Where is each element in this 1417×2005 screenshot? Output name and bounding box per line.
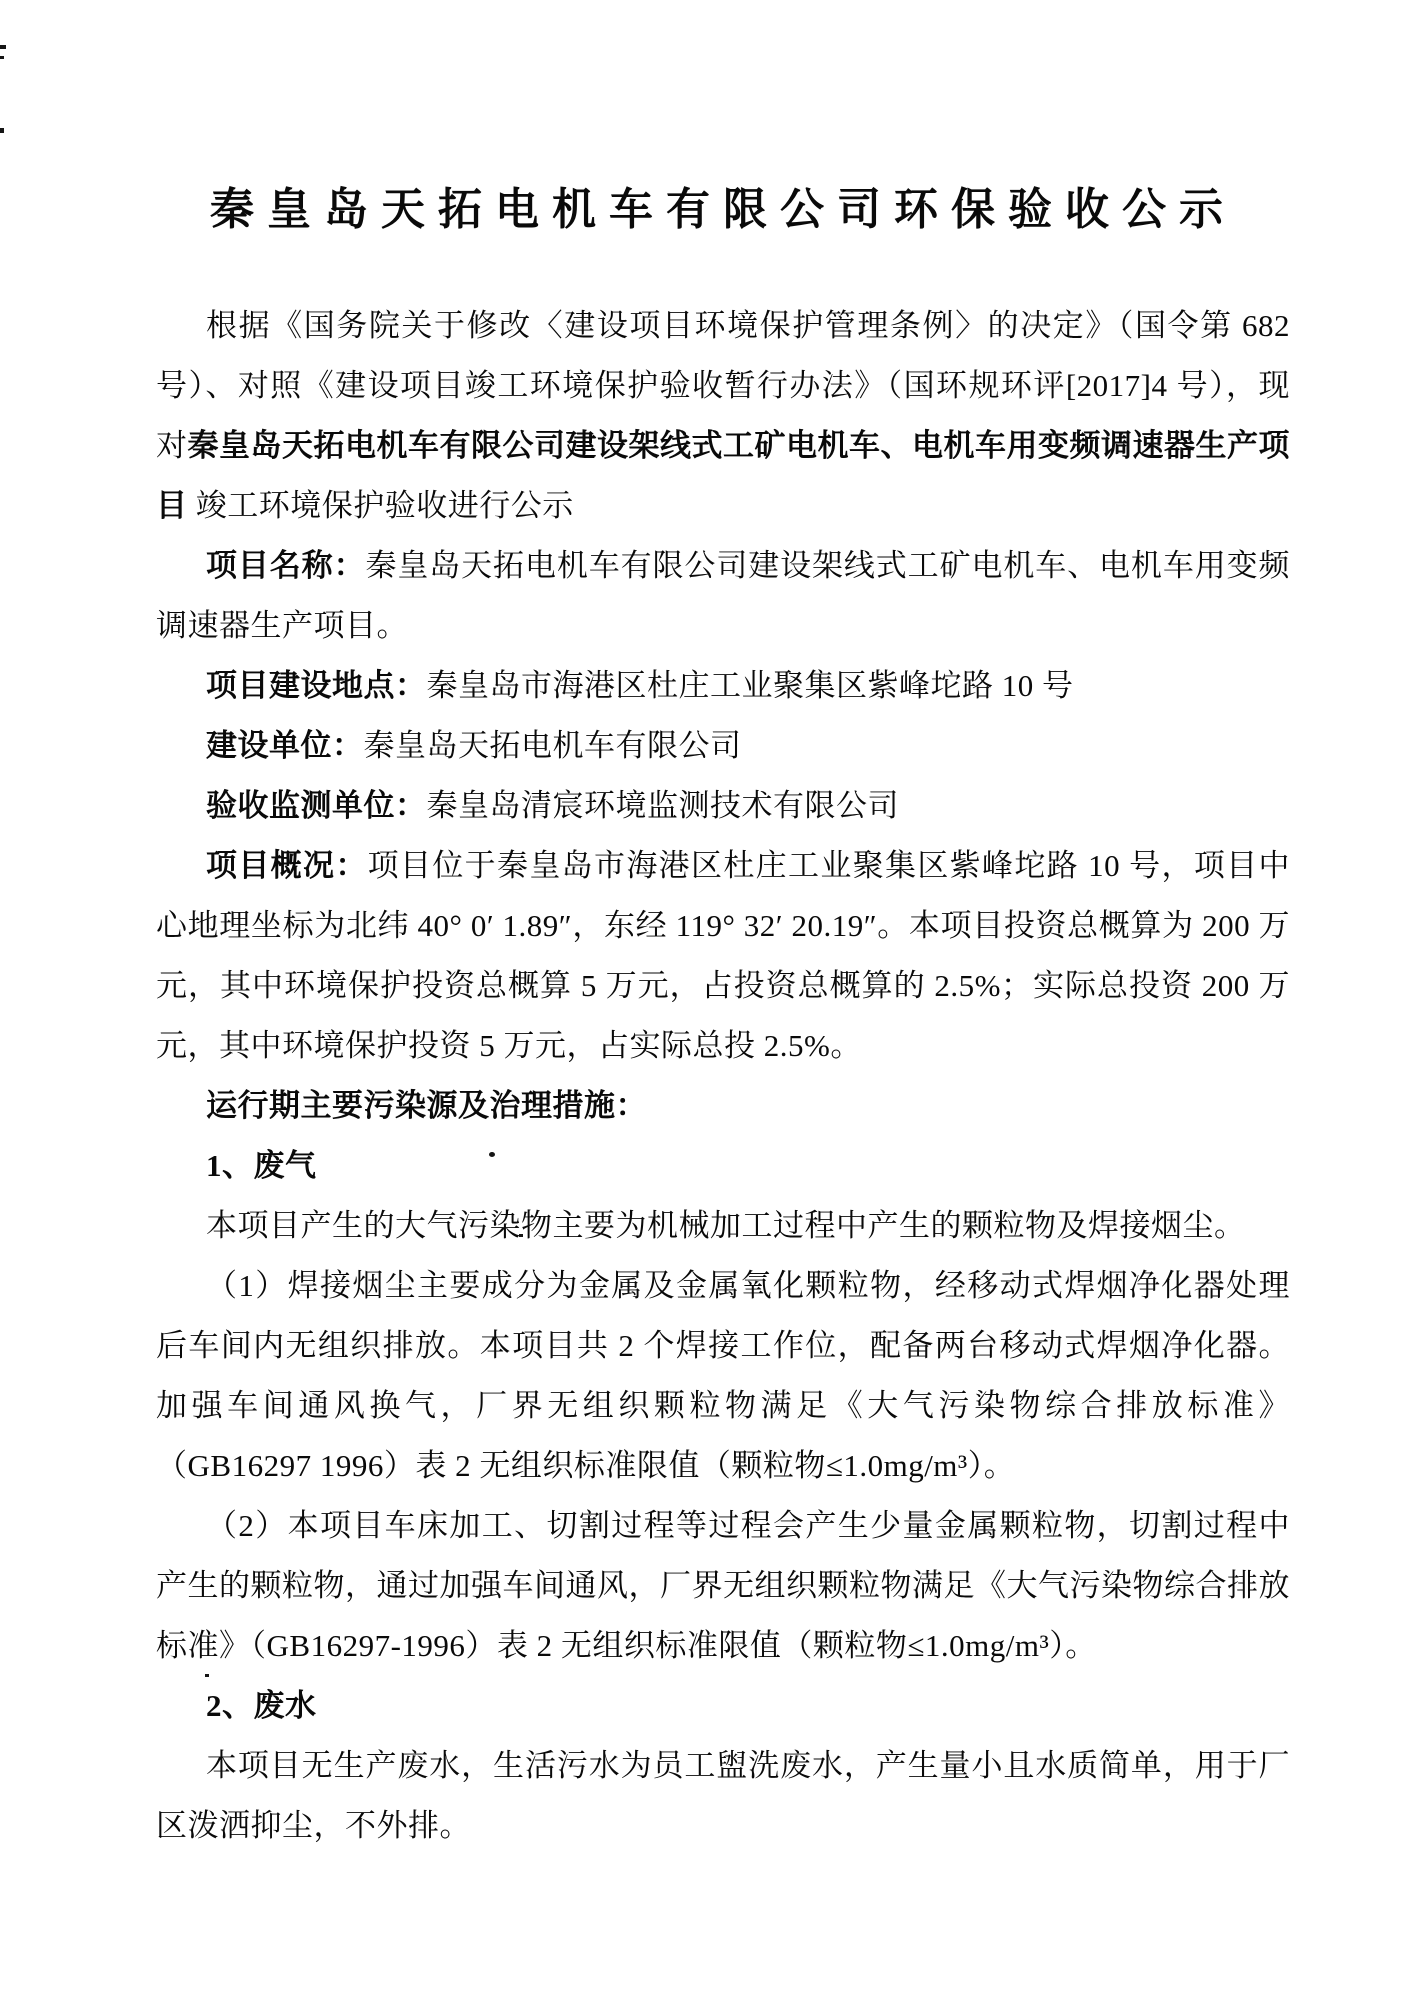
paragraph-project-name xyxy=(156,536,1290,656)
bold-text-run: 项目概况： xyxy=(206,848,368,883)
text-run: 本项目无生产废水，生活污水为员工盥洗废水，产生量小且水质简单，用于厂区泼洒抑尘，不外排。 xyxy=(156,1748,1290,1843)
paragraph-waste-gas-item2 xyxy=(156,1496,1290,1676)
paragraph-project-location xyxy=(156,656,1290,716)
paragraph-heading-waste-gas xyxy=(156,1136,1290,1196)
bold-text-run: 1、废气 xyxy=(206,1148,317,1183)
text-run: （1）焊接烟尘主要成分为金属及金属氧化颗粒物，经移动式焊烟净化器处理后车间内无组织排放。本项目共 2 个焊接工作位，配备两台移动式焊烟净化器。加强车间通风换气，厂界无组织颗粒物满足《大气污染物综合排放标准》（GB16297 1996）表 2 无组织标准限值（颗粒物≤1.0mg/m³）。 xyxy=(156,1268,1290,1483)
paragraph-waste-water-body xyxy=(156,1736,1290,1856)
document-content xyxy=(156,0,1290,1856)
text-run: 秦皇岛清宸环境监测技术有限公司 xyxy=(426,788,899,823)
bold-text-run: 建设单位： xyxy=(206,728,364,763)
paragraph-heading-waste-water xyxy=(156,1676,1290,1736)
document-body xyxy=(156,296,1290,1856)
scan-artifact xyxy=(0,128,4,133)
document-title: 秦皇岛天拓电机车有限公司环保验收公示 xyxy=(210,185,1236,234)
bold-text-run: 2、废水 xyxy=(206,1688,317,1723)
paragraph-waste-gas-item1 xyxy=(156,1256,1290,1496)
text-run: 秦皇岛市海港区杜庄工业聚集区紫峰坨路 10 号 xyxy=(426,668,1074,703)
text-run: 竣工环境保护验收进行公示 xyxy=(187,488,574,523)
scan-artifact xyxy=(0,45,6,49)
text-run: （2）本项目车床加工、切割过程等过程会产生少量金属颗粒物，切割过程中产生的颗粒物，通过加强车间通风，厂界无组织颗粒物满足《大气污染物综合排放标准》（GB16297-1996）表 2 无组织标准限值（颗粒物≤1.0mg/m³）。 xyxy=(156,1508,1290,1663)
paragraph-construction-unit xyxy=(156,716,1290,776)
bold-text-run: 秦皇岛天拓电机车有限公司建设架线式工矿电机车、电机车用变频调速器生产项目 xyxy=(156,428,1290,523)
paragraph-monitoring-unit xyxy=(156,776,1290,836)
text-run: 项目位于秦皇岛市海港区杜庄工业聚集区紫峰坨路 10 号，项目中心地理坐标为北纬 40° 0′ 1.89″，东经 119° 32′ 20.19″。本项目投资总概算为 200 万元，其中环境保护投资总概算 5 万元，占投资总概算的 2.5%；实际总投资 200 万元，其中环境保护投资 5 万元，占实际总投 2.5%。 xyxy=(156,848,1291,1063)
text-run: 秦皇岛天拓电机车有限公司建设架线式工矿电机车、电机车用变频调速器生产项目。 xyxy=(156,548,1291,643)
paragraph-intro xyxy=(156,296,1290,536)
text-run: 根据《国务院关于修改〈建设项目环境保护管理条例〉的决定》（国令第 682 号）、对照《建设项目竣工环境保护验收暂行办法》（国环规环评[2017]4 号），现对 xyxy=(156,308,1290,463)
scan-artifact xyxy=(0,56,4,59)
bold-text-run: 项目名称： xyxy=(206,548,366,583)
paragraph-waste-gas-intro xyxy=(156,1196,1290,1256)
bold-text-run: 项目建设地点： xyxy=(206,668,427,703)
paragraph-project-overview xyxy=(156,836,1290,1076)
bold-text-run: 验收监测单位： xyxy=(206,788,427,823)
text-run: 秦皇岛天拓电机车有限公司 xyxy=(363,728,742,763)
paragraph-section-operation-pollution xyxy=(156,1076,1290,1136)
text-run: 本项目产生的大气污染物主要为机械加工过程中产生的颗粒物及焊接烟尘。 xyxy=(206,1208,1246,1243)
bold-text-run: 运行期主要污染源及治理措施： xyxy=(206,1088,647,1123)
